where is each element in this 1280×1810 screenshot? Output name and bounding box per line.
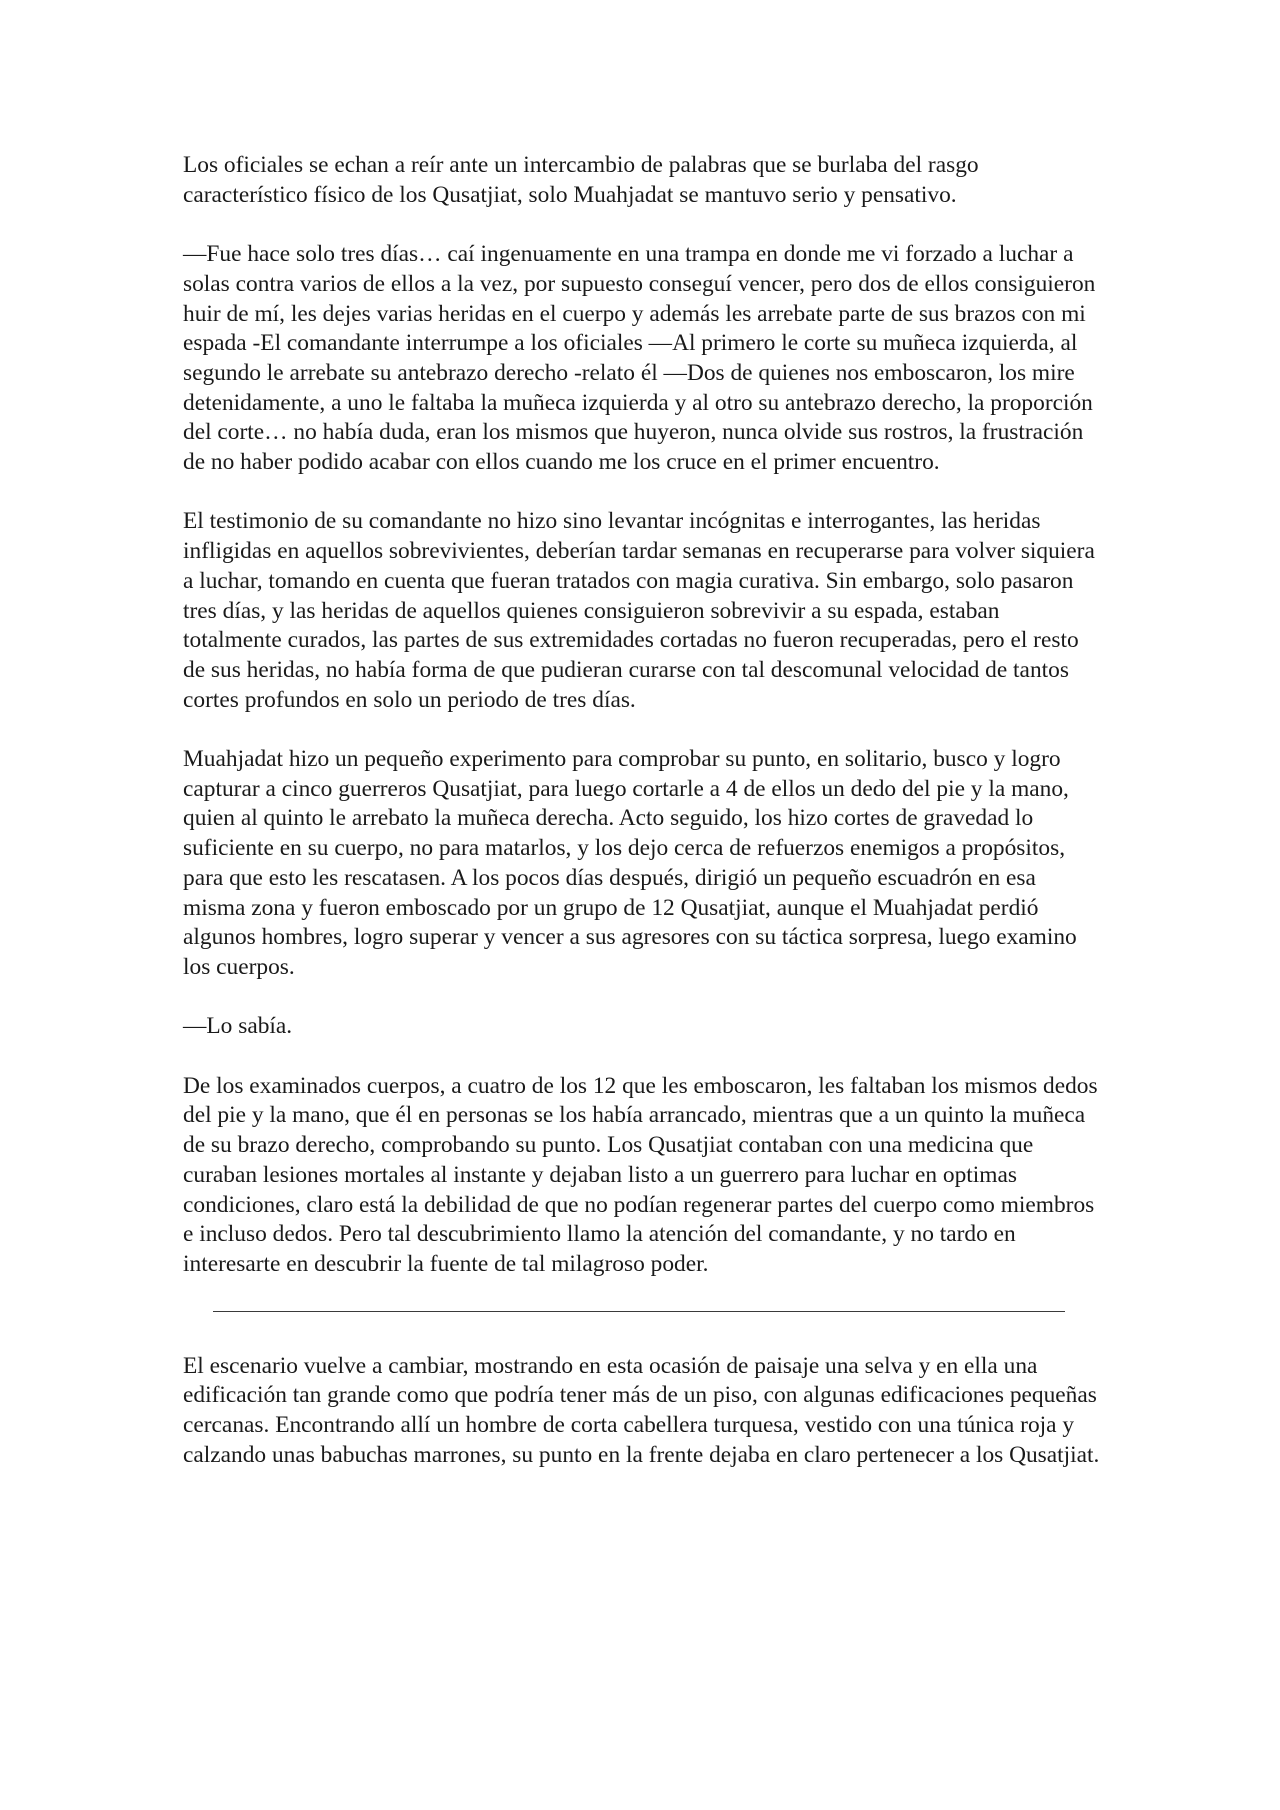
paragraph: —Fue hace solo tres días… caí ingenuamente en una trampa en donde me vi forzado a luchar a solas contra varios de ellos a la vez, por supuesto conseguí vencer, pero dos de ellos consiguieron huir de mí, les dejes varias heridas en el cuerpo y además les arrebate parte de sus brazos con mi espada -El comandante interrumpe a los oficiales —Al primero le corte su muñeca izquierda, al segundo le arrebate su antebrazo derecho -relato él —Dos de quienes nos emboscaron, los mire detenidamente, a uno le faltaba la muñeca izquierda y al otro su antebrazo derecho, la proporción del corte… no había duda, eran los mismos que huyeron, nunca olvide sus rostros, la frustración de no haber podido acabar con ellos cuando me los cruce en el primer encuentro. [183, 241, 1096, 476]
paragraph: —Lo sabía. [183, 1013, 293, 1040]
paragraph: Muahjadat hizo un pequeño experimento para comprobar su punto, en solitario, busco y logro capturar a cinco guerreros Qusatjiat, para luego cortarle a 4 de ellos un dedo del pie y la mano, quien al quinto le arrebato la muñeca derecha. Acto seguido, los hizo cortes de gravedad lo suficiente en su cuerpo, no para matarlos, y los dejo cerca de refuerzos enemigos a propósitos, para que esto les rescatasen. A los pocos días después, dirigió un pequeño escuadrón en esa misma zona y fueron emboscado por un grupo de 12 Qusatjiat, aunque el Muahjadat perdió algunos hombres, logro superar y vencer a sus agresores con su táctica sorpresa, luego examino los cuerpos. [183, 746, 1077, 980]
section-divider [213, 1311, 1065, 1312]
document-body [183, 151, 1103, 1500]
paragraph: Los oficiales se echan a reír ante un intercambio de palabras que se burlaba del rasgo característico físico de los Qusatjiat, solo Muahjadat se mantuvo serio y pensativo. [183, 152, 979, 208]
paragraph: El escenario vuelve a cambiar, mostrando en esta ocasión de paisaje una selva y en ella una edificación tan grande como que podría tener más de un piso, con algunas edificaciones pequeñas cercanas. Encontrando allí un hombre de corta cabellera turquesa, vestido con una túnica roja y calzando unas babuchas marrones, su punto en la frente dejaba en claro pertenecer a los Qusatjiat. [183, 1352, 1100, 1468]
paragraph: El testimonio de su comandante no hizo sino levantar incógnitas e interrogantes, las heridas infligidas en aquellos sobrevivientes, deberían tardar semanas en recuperarse para volver siquiera a luchar, tomando en cuenta que fueran tratados con magia curativa. Sin embargo, solo pasaron tres días, y las heridas de aquellos quienes consiguieron sobrevivir a su espada, estaban totalmente curados, las partes de sus extremidades cortadas no fueron recuperadas, pero el resto de sus heridas, no había forma de que pudieran curarse con tal descomunal velocidad de tantos cortes profundos en solo un periodo de tres días. [183, 508, 1095, 713]
paragraph: De los examinados cuerpos, a cuatro de los 12 que les emboscaron, les faltaban los mismos dedos del pie y la mano, que él en personas se los había arrancado, mientras que a un quinto la muñeca de su brazo derecho, comprobando su punto. Los Qusatjiat contaban con una medicina que curaban lesiones mortales al instante y dejaban listo a un guerrero para luchar en optimas condiciones, claro está la debilidad de que no podían regenerar partes del cuerpo como miembros e incluso dedos. Pero tal descubrimiento llamo la atención del comandante, y no tardo en interesarte en descubrir la fuente de tal milagroso poder. [183, 1072, 1098, 1277]
